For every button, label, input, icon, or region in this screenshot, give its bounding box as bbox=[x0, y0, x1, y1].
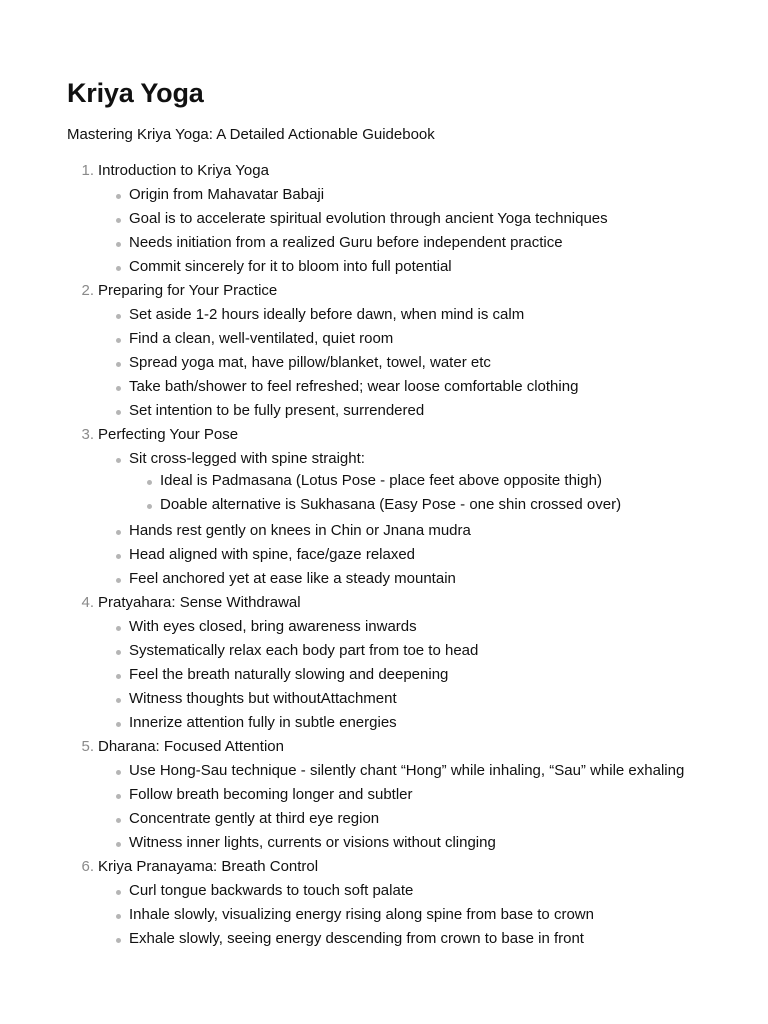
list-item: Commit sincerely for it to bloom into full potential bbox=[129, 256, 707, 280]
list-item: Follow breath becoming longer and subtler bbox=[129, 784, 707, 808]
section-number: 5. bbox=[81, 738, 94, 755]
bullet-list bbox=[98, 616, 707, 736]
section-dharana bbox=[67, 736, 707, 856]
list-item: Spread yoga mat, have pillow/blanket, towel, water etc bbox=[129, 352, 707, 376]
section-number: 1. bbox=[81, 162, 94, 179]
list-item-with-sublist bbox=[129, 448, 707, 520]
list-item: With eyes closed, bring awareness inwards bbox=[129, 616, 707, 640]
document-page bbox=[67, 74, 707, 952]
section-title: Preparing for Your Practice bbox=[98, 282, 278, 299]
sub-list-item: Doable alternative is Sukhasana (Easy Pose - one shin crossed over) bbox=[160, 494, 707, 518]
list-item: Take bath/shower to feel refreshed; wear loose comfortable clothing bbox=[129, 376, 707, 400]
list-item: Set aside 1-2 hours ideally before dawn, when mind is calm bbox=[129, 304, 707, 328]
list-item: Concentrate gently at third eye region bbox=[129, 808, 707, 832]
section-number: 4. bbox=[81, 594, 94, 611]
list-item: Witness inner lights, currents or visions without clinging bbox=[129, 832, 707, 856]
list-item: Curl tongue backwards to touch soft palate bbox=[129, 880, 707, 904]
list-item: Set intention to be fully present, surrendered bbox=[129, 400, 707, 424]
section-number: 3. bbox=[81, 426, 94, 443]
bullet-list bbox=[98, 304, 707, 424]
section-title: Kriya Pranayama: Breath Control bbox=[98, 858, 319, 875]
bullet-list bbox=[98, 880, 707, 952]
sub-list-item: Ideal is Padmasana (Lotus Pose - place feet above opposite thigh) bbox=[160, 470, 707, 494]
list-item: Systematically relax each body part from toe to head bbox=[129, 640, 707, 664]
bullet-list bbox=[98, 184, 707, 280]
section-title: Dharana: Focused Attention bbox=[98, 738, 284, 755]
list-item: Head aligned with spine, face/gaze relaxed bbox=[129, 544, 707, 568]
list-item: Needs initiation from a realized Guru before independent practice bbox=[129, 232, 707, 256]
list-item: Witness thoughts but withoutAttachment bbox=[129, 688, 707, 712]
section-pose bbox=[67, 424, 707, 592]
bullet-list bbox=[98, 448, 707, 592]
section-kriya-pranayama bbox=[67, 856, 707, 952]
section-preparing bbox=[67, 280, 707, 424]
section-pratyahara bbox=[67, 592, 707, 736]
section-number: 2. bbox=[81, 282, 94, 299]
list-item: Hands rest gently on knees in Chin or Jnana mudra bbox=[129, 520, 707, 544]
bullet-list bbox=[98, 760, 707, 856]
document-subtitle: Mastering Kriya Yoga: A Detailed Actionable Guidebook bbox=[67, 126, 435, 143]
list-item: Inhale slowly, visualizing energy rising along spine from base to crown bbox=[129, 904, 707, 928]
document-title: Kriya Yoga bbox=[67, 78, 204, 108]
sub-bullet-list bbox=[129, 470, 707, 518]
section-title: Perfecting Your Pose bbox=[98, 426, 239, 443]
list-item: Use Hong-Sau technique - silently chant “Hong” while inhaling, “Sau” while exhaling bbox=[129, 760, 707, 784]
list-item-text: Sit cross-legged with spine straight: bbox=[129, 450, 365, 467]
section-number: 6. bbox=[81, 858, 94, 875]
list-item: Innerize attention fully in subtle energies bbox=[129, 712, 707, 736]
list-item: Goal is to accelerate spiritual evolution through ancient Yoga techniques bbox=[129, 208, 707, 232]
list-item: Exhale slowly, seeing energy descending from crown to base in front bbox=[129, 928, 707, 952]
section-list bbox=[67, 160, 707, 952]
section-title: Pratyahara: Sense Withdrawal bbox=[98, 594, 301, 611]
section-title: Introduction to Kriya Yoga bbox=[98, 162, 269, 179]
list-item: Origin from Mahavatar Babaji bbox=[129, 184, 707, 208]
section-introduction bbox=[67, 160, 707, 280]
list-item: Find a clean, well-ventilated, quiet room bbox=[129, 328, 707, 352]
list-item: Feel the breath naturally slowing and deepening bbox=[129, 664, 707, 688]
list-item: Feel anchored yet at ease like a steady mountain bbox=[129, 568, 707, 592]
